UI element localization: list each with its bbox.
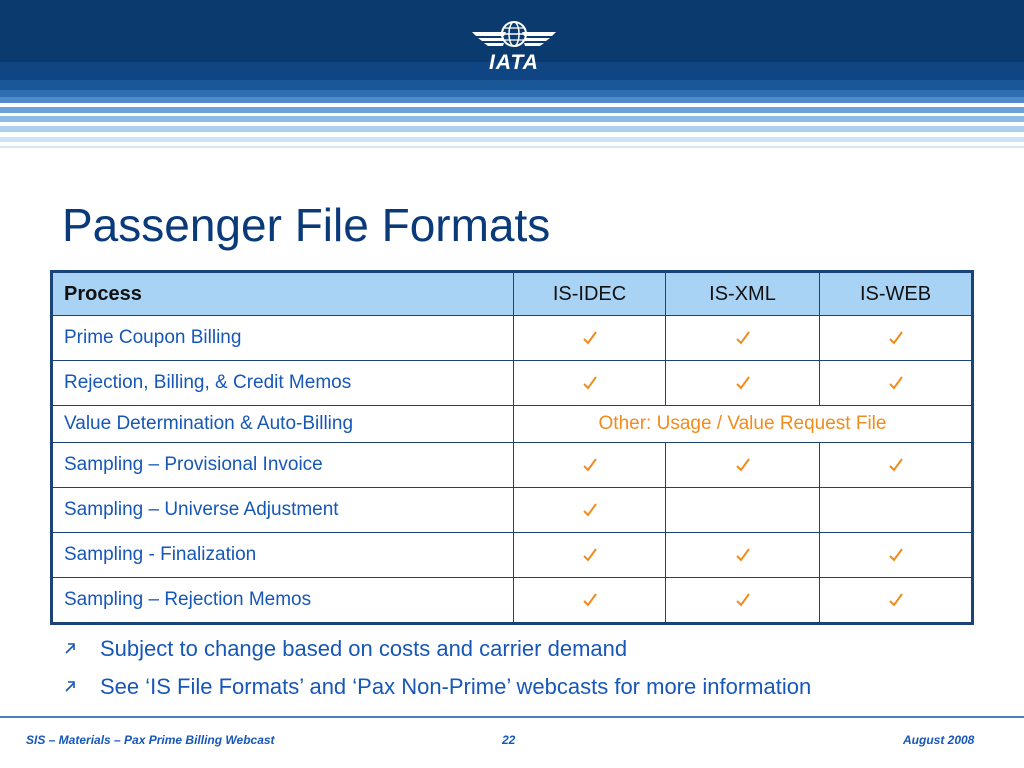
table-row bbox=[52, 316, 973, 361]
checkmark-icon bbox=[582, 592, 598, 608]
process-cell: Sampling – Rejection Memos bbox=[52, 578, 514, 624]
table-row bbox=[52, 443, 973, 488]
is-idec-cell bbox=[514, 578, 666, 624]
is-idec-cell bbox=[514, 316, 666, 361]
footer-date: August 2008 bbox=[903, 733, 975, 747]
is-idec-cell bbox=[514, 361, 666, 406]
checkmark-icon bbox=[582, 502, 598, 518]
is-web-cell bbox=[820, 316, 973, 361]
note-text: Subject to change based on costs and carrier demand bbox=[100, 636, 628, 661]
process-cell: Sampling – Provisional Invoice bbox=[52, 443, 514, 488]
checkmark-icon bbox=[888, 457, 904, 473]
is-xml-cell bbox=[666, 488, 820, 533]
is-web-cell bbox=[820, 361, 973, 406]
table-header-row bbox=[52, 272, 973, 316]
is-idec-cell bbox=[514, 443, 666, 488]
table-row bbox=[52, 578, 973, 624]
is-xml-cell bbox=[666, 578, 820, 624]
file-formats-table bbox=[50, 270, 974, 625]
slide-title: Passenger File Formats bbox=[62, 199, 551, 251]
checkmark-icon bbox=[582, 375, 598, 391]
table-body bbox=[52, 316, 973, 624]
process-cell: Sampling – Universe Adjustment bbox=[52, 488, 514, 533]
is-xml-cell bbox=[666, 533, 820, 578]
process-cell: Rejection, Billing, & Credit Memos bbox=[52, 361, 514, 406]
iata-logo-text: IATA bbox=[489, 51, 539, 74]
header-banner bbox=[0, 0, 1024, 152]
arrow-bullet-icon bbox=[64, 642, 76, 654]
footer-presentation-name: SIS – Materials – Pax Prime Billing Webcast bbox=[26, 733, 275, 747]
is-web-cell bbox=[820, 443, 973, 488]
merged-format-note: Other: Usage / Value Request File bbox=[514, 406, 973, 443]
is-idec-cell bbox=[514, 533, 666, 578]
checkmark-icon bbox=[735, 547, 751, 563]
table-row bbox=[52, 533, 973, 578]
checkmark-icon bbox=[888, 592, 904, 608]
iata-logo bbox=[466, 18, 562, 76]
footer-page-number: 22 bbox=[502, 733, 516, 747]
iata-globe-wings-icon bbox=[466, 18, 562, 54]
footer-divider bbox=[0, 716, 1024, 718]
is-web-cell bbox=[820, 533, 973, 578]
process-cell: Prime Coupon Billing bbox=[52, 316, 514, 361]
is-xml-cell bbox=[666, 443, 820, 488]
column-header-is-web: IS-WEB bbox=[820, 272, 973, 316]
table-row bbox=[52, 361, 973, 406]
checkmark-icon bbox=[582, 547, 598, 563]
is-idec-cell bbox=[514, 488, 666, 533]
column-header-is-idec: IS-IDEC bbox=[514, 272, 666, 316]
checkmark-icon bbox=[735, 375, 751, 391]
note-text: See ‘IS File Formats’ and ‘Pax Non-Prime’ webcasts for more information bbox=[100, 674, 812, 699]
list-item bbox=[64, 668, 811, 706]
checkmark-icon bbox=[888, 330, 904, 346]
checkmark-icon bbox=[735, 592, 751, 608]
notes-list bbox=[64, 630, 811, 706]
list-item bbox=[64, 630, 811, 668]
checkmark-icon bbox=[888, 547, 904, 563]
process-cell: Value Determination & Auto-Billing bbox=[52, 406, 514, 443]
checkmark-icon bbox=[582, 457, 598, 473]
table-row bbox=[52, 488, 973, 533]
is-xml-cell bbox=[666, 316, 820, 361]
process-cell: Sampling - Finalization bbox=[52, 533, 514, 578]
column-header-is-xml: IS-XML bbox=[666, 272, 820, 316]
column-header-process: Process bbox=[52, 272, 514, 316]
table-row bbox=[52, 406, 973, 443]
checkmark-icon bbox=[735, 457, 751, 473]
is-web-cell bbox=[820, 488, 973, 533]
is-xml-cell bbox=[666, 361, 820, 406]
arrow-bullet-icon bbox=[64, 680, 76, 692]
is-web-cell bbox=[820, 578, 973, 624]
checkmark-icon bbox=[735, 330, 751, 346]
checkmark-icon bbox=[888, 375, 904, 391]
checkmark-icon bbox=[582, 330, 598, 346]
